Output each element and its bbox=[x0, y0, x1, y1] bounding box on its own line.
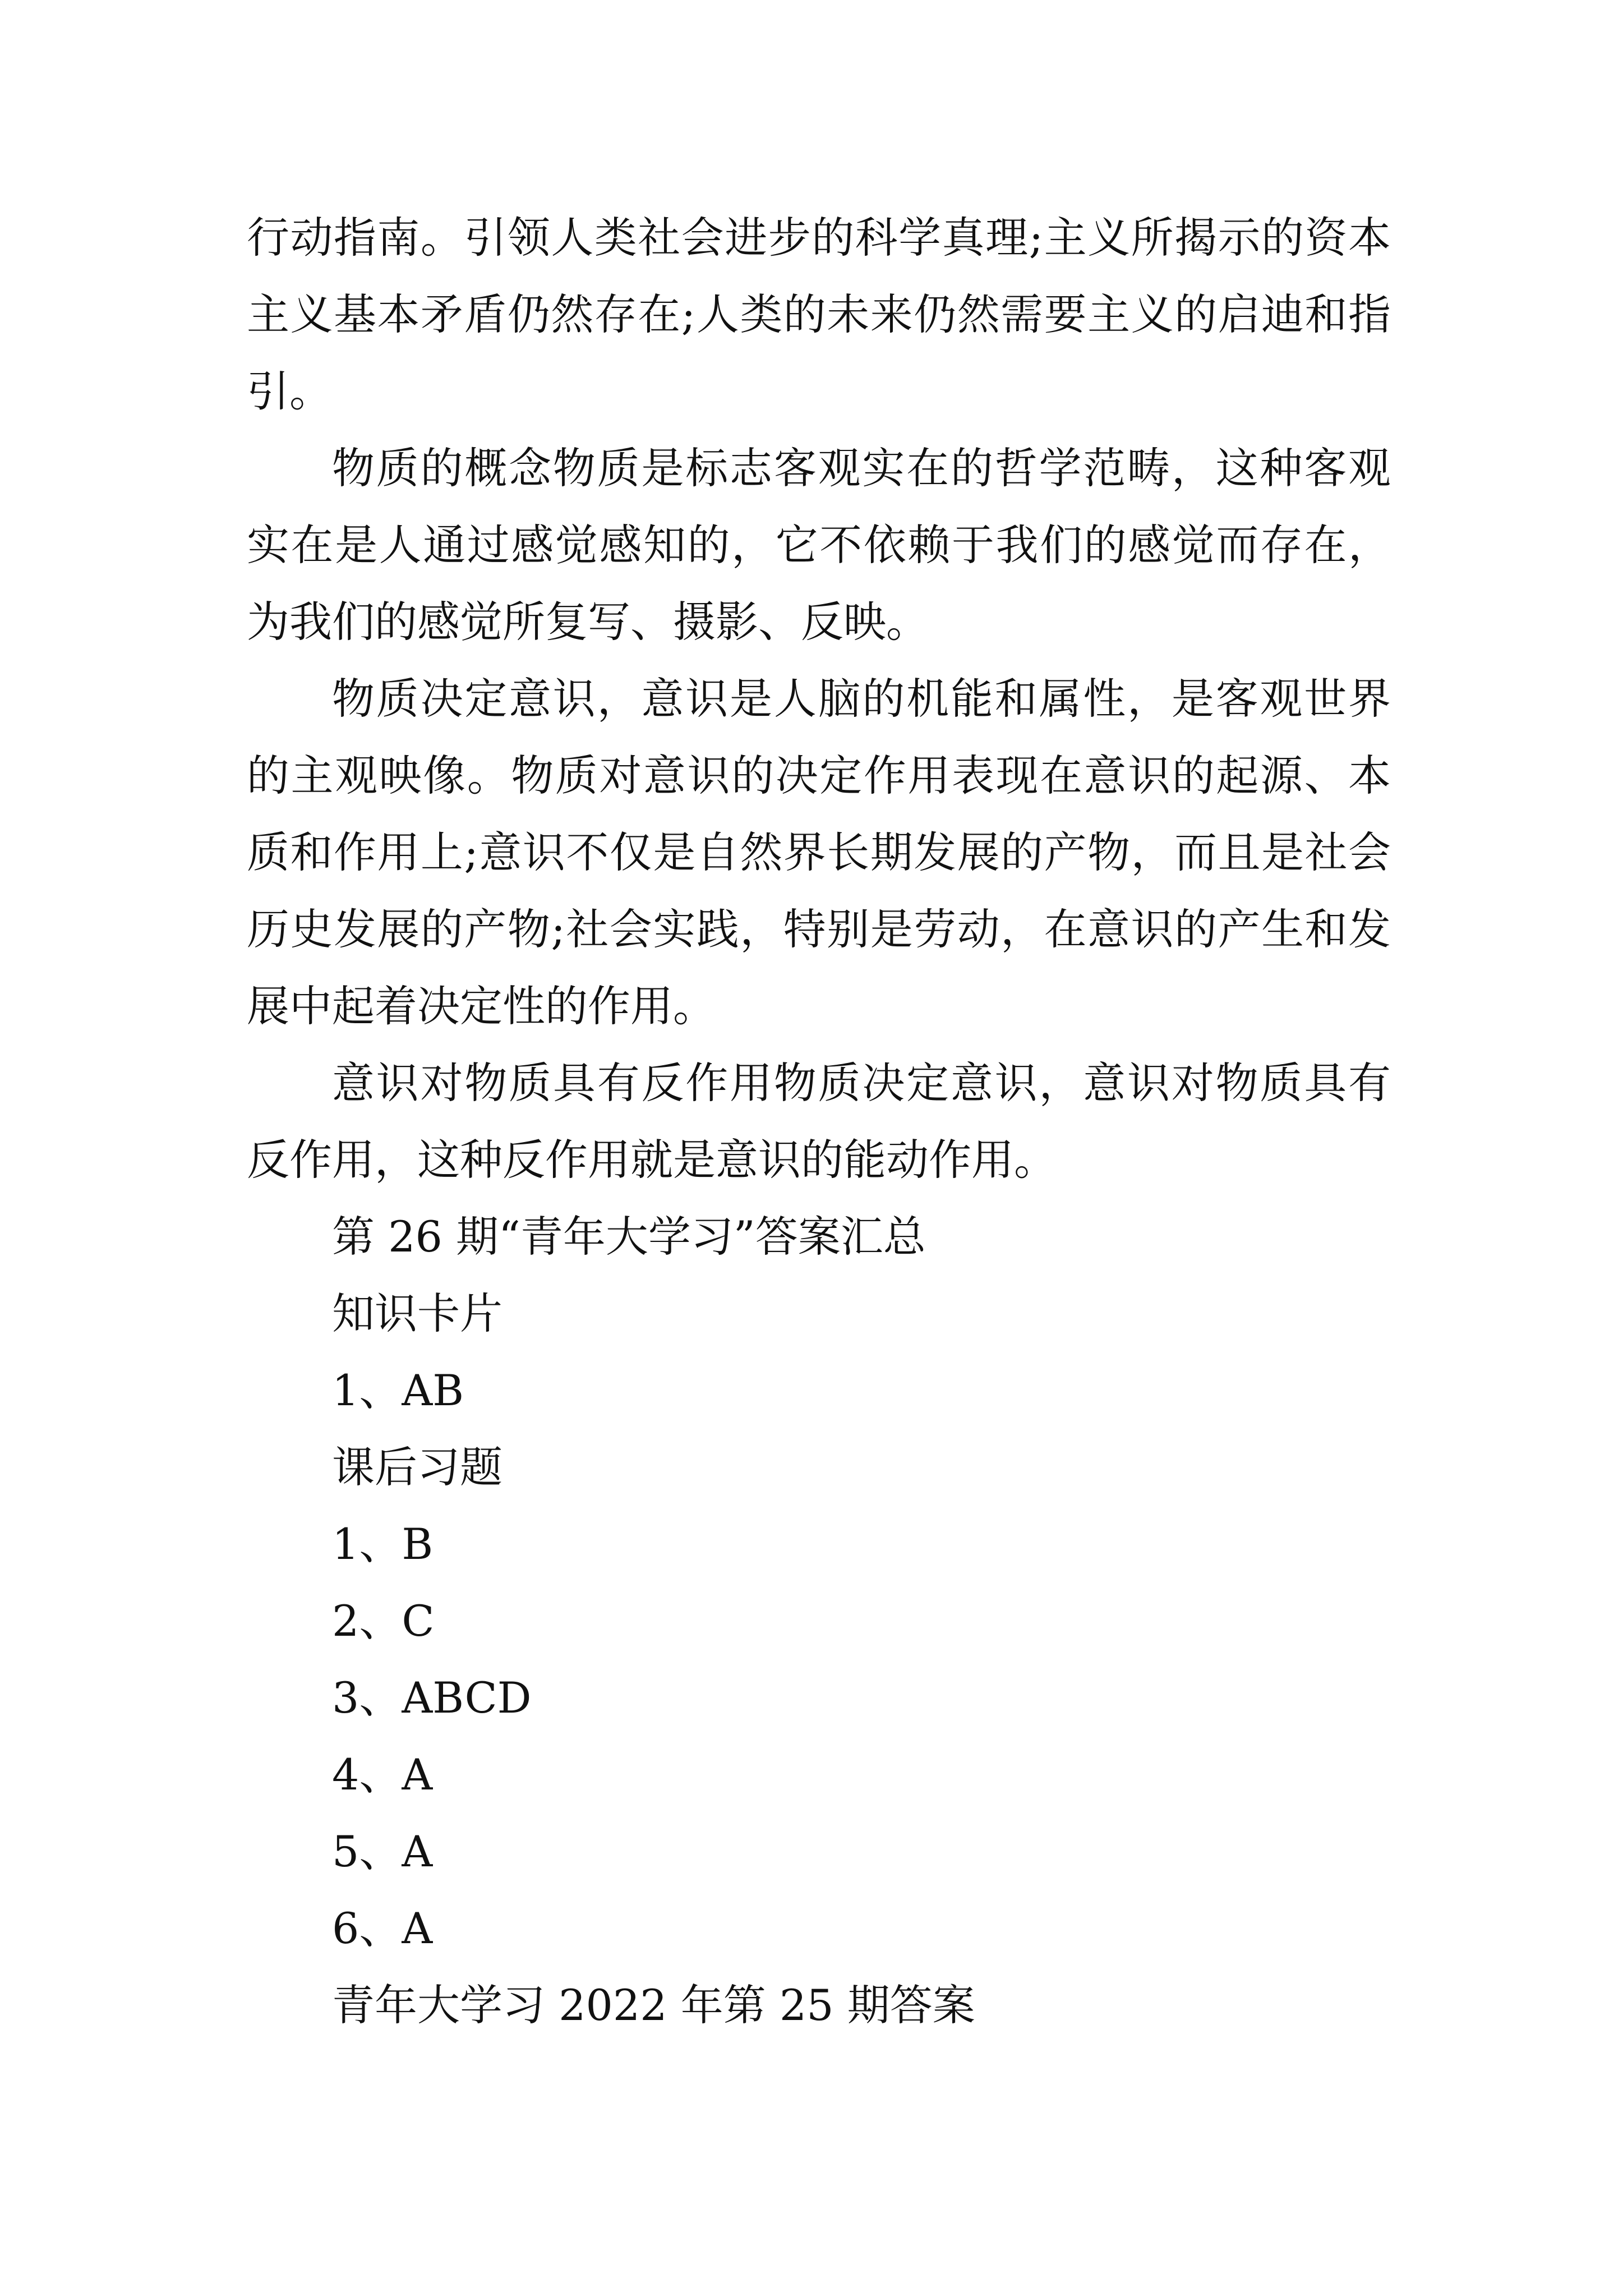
paragraph-continuation: 行动指南。引领人类社会进步的科学真理;主义所揭示的资本主义基本矛盾仍然存在;人类的未来仍然需要主义的启迪和指引。 bbox=[247, 213, 1391, 416]
answer-line: 1、B bbox=[332, 1519, 434, 1569]
section-knowledge-card: 知识卡片 bbox=[332, 1289, 502, 1338]
answer-line: 3、ABCD bbox=[332, 1673, 532, 1723]
section-after-class-exercises: 课后习题 bbox=[332, 1442, 502, 1492]
answer-line: 1、AB bbox=[332, 1365, 464, 1415]
paragraph-matter-concept: 物质的概念物质是标志客观实在的哲学范畴，这种客观实在是人通过感觉感知的，它不依赖于我们的感觉而存在，为我们的感觉所复写、摄影、反映。 bbox=[247, 443, 1391, 647]
answer-line: 6、A bbox=[332, 1903, 433, 1953]
answer-line: 2、C bbox=[332, 1596, 435, 1646]
heading-2022-issue-25-answers: 青年大学习 2022 年第 25 期答案 bbox=[332, 1980, 975, 2030]
paragraph-consciousness-reaction: 意识对物质具有反作用物质决定意识，意识对物质具有反作用，这种反作用就是意识的能动作用。 bbox=[247, 1058, 1391, 1185]
paragraph-matter-determines-consciousness: 物质决定意识，意识是人脑的机能和属性，是客观世界的主观映像。物质对意识的决定作用表现在意识的起源、本质和作用上;意识不仅是自然界长期发展的产物，而且是社会历史发展的产物;社会实践，特别是劳动，在意识的产生和发展中起着决定性的作用。 bbox=[247, 674, 1391, 1031]
answer-line: 4、A bbox=[332, 1750, 433, 1800]
document-body bbox=[247, 199, 1391, 2044]
answer-line: 5、A bbox=[332, 1826, 433, 1876]
heading-issue-26-answers: 第 26 期“青年大学习”答案汇总 bbox=[332, 1212, 926, 1262]
